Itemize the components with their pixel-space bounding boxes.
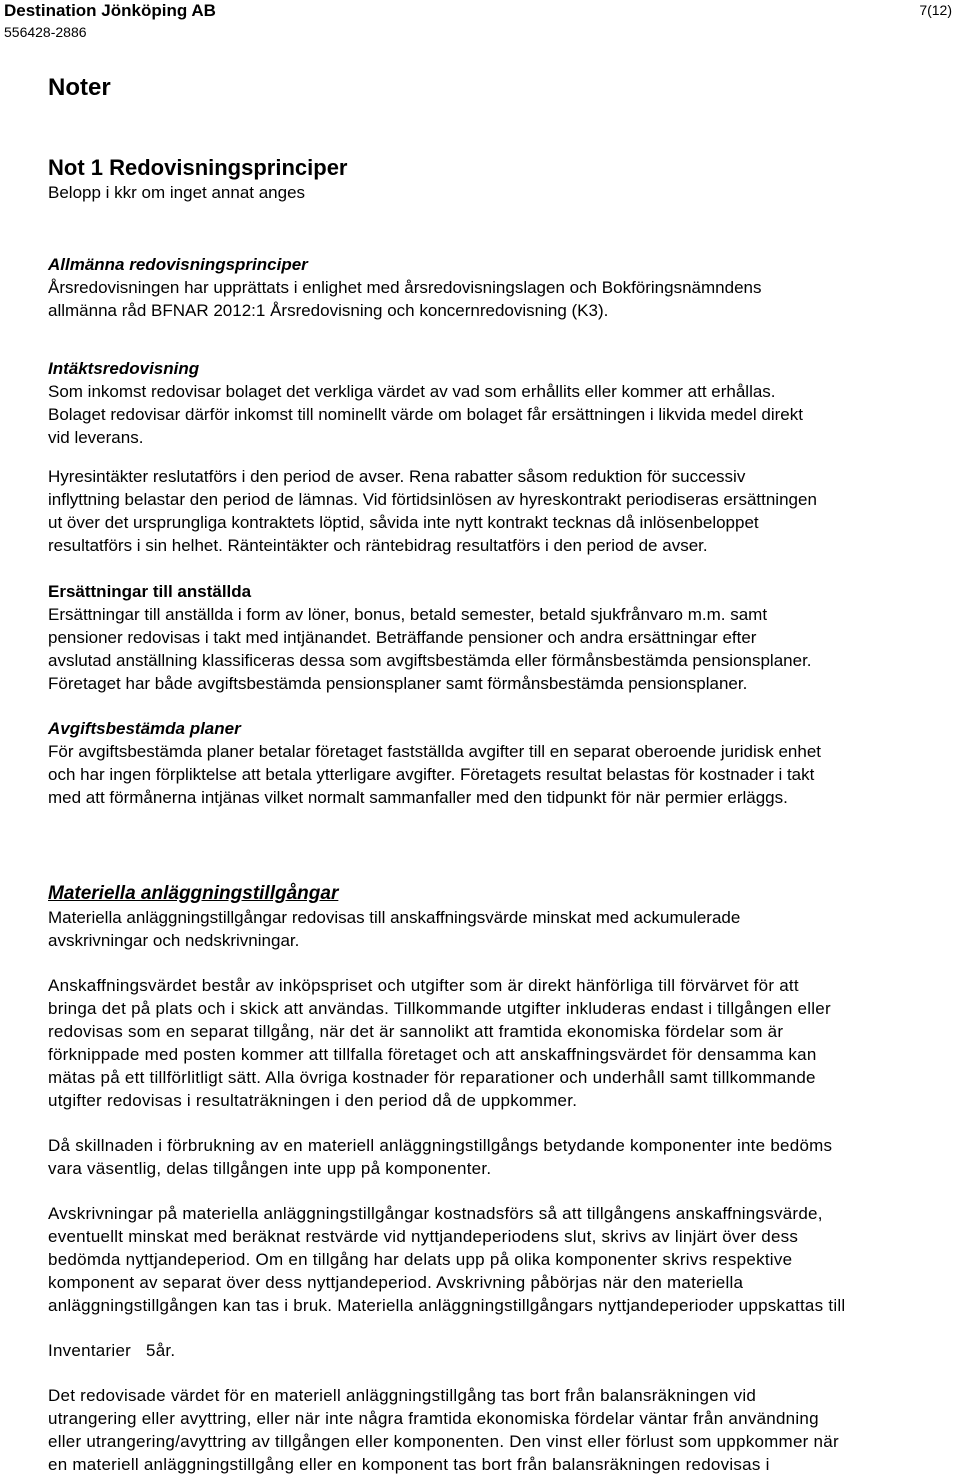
text-line: Årsredovisningen har upprättats i enlighet med årsredovisningslagen och Bokföringsnämndens <box>48 278 762 297</box>
text-line: vid leverans. <box>48 428 144 447</box>
section-heading: Allmänna redovisningsprinciper <box>48 255 308 274</box>
text-line: Då skillnaden i förbrukning av en materiell anläggningstillgångs betydande komponenter inte bedöms <box>48 1136 833 1155</box>
text-line: en materiell anläggningstillgång eller en komponent tas bort från balansräkningen redovisas i <box>48 1455 770 1474</box>
text-line: pensioner redovisas i takt med intjänandet. Beträffande pensioner och andra ersättningar efter <box>48 628 757 647</box>
note-title: Not 1 Redovisningsprinciper <box>48 155 348 180</box>
document-body <box>48 72 960 1476</box>
section-intakt <box>48 357 960 557</box>
text-line: mätas på ett tillförlitligt sätt. Alla övriga kostnader för reparationer och underhåll samt tillkommande <box>48 1068 816 1087</box>
org-number: 556428-2886 <box>4 24 87 40</box>
text-line: Ersättningar till anställda i form av löner, bonus, betald semester, betald sjukfrånvaro m.m. samt <box>48 605 768 624</box>
text-line: ut över det ursprungliga kontraktets löptid, såvida inte nytt kontrakt tecknas då inlösenbeloppet <box>48 513 759 532</box>
text-line: eller utrangering/avyttring av tillgången eller komponenten. Den vinst eller förlust som uppkommer när <box>48 1432 839 1451</box>
text-line: bringa det på plats och i skick att användas. Tillkommande utgifter inkluderas endast i tillgången eller <box>48 999 831 1018</box>
text-line: utgifter redovisas i resultaträkningen i den period då de uppkommer. <box>48 1091 578 1110</box>
section-allmanna <box>48 253 960 322</box>
text-line: redovisas som en separat tillgång, när det är sannolikt att framtida ekonomiska fördelar som är <box>48 1022 784 1041</box>
text-line: Anskaffningsvärdet består av inköpspriset och utgifter som är direkt hänförliga till förvärvet för att <box>48 976 799 995</box>
text-line: vara väsentlig, delas tillgången inte upp på komponenter. <box>48 1159 492 1178</box>
section-heading: Ersättningar till anställda <box>48 582 252 601</box>
text-line: eventuellt minskat med beräknat restvärde vid nyttjandeperiodens slut, skrivs av linjärt över dess <box>48 1227 799 1246</box>
text-line: bedömda nyttjandeperiod. Om en tillgång har delats upp på olika komponenter skrivs respektive <box>48 1250 793 1269</box>
text-line: inflyttning belastar den period de lämnas. Vid förtidsinlösen av hyreskontrakt periodiseras ersättningen <box>48 490 817 509</box>
note-subtitle: Belopp i kkr om inget annat anges <box>48 183 306 202</box>
section-ersattningar <box>48 580 960 695</box>
text-line: utrangering eller avyttring, eller när inte några framtida ekonomiska fördelar väntar från användning <box>48 1409 819 1428</box>
text-line: komponent av separat över dess nyttjandeperiod. Avskrivning påbörjas när den materiella <box>48 1273 744 1292</box>
inventarier-line: Inventarier 5år. <box>48 1341 176 1360</box>
text-line: avskrivningar och nedskrivningar. <box>48 931 300 950</box>
text-line: Som inkomst redovisar bolaget det verkliga värdet av vad som erhållits eller kommer att erhållas. <box>48 382 776 401</box>
text-line: För avgiftsbestämda planer betalar företaget fastställda avgifter till en separat oberoende juridisk enhet <box>48 742 822 761</box>
section-heading: Materiella anläggningstillgångar <box>48 883 339 904</box>
text-line: Materiella anläggningstillgångar redovisas till anskaffningsvärde minskat med ackumulerade <box>48 908 741 927</box>
text-line: Företaget har både avgiftsbestämda pensionsplaner samt förmånsbestämda pensionsplaner. <box>48 674 748 693</box>
section-materiella <box>48 882 960 1476</box>
section-heading: Avgiftsbestämda planer <box>48 719 241 738</box>
section-heading: Intäktsredovisning <box>48 359 200 378</box>
text-line: Det redovisade värdet för en materiell anläggningstillgång tas bort från balansräkningen vid <box>48 1386 757 1405</box>
section-avgift <box>48 717 960 809</box>
text-line: resultatförs i sin helhet. Ränteintäkter och räntebidrag resultatförs i den period de avser. <box>48 536 708 555</box>
text-line: avslutad anställning klassificeras dessa som avgiftsbestämda eller förmånsbestämda pensionsplaner. <box>48 651 812 670</box>
company-name: Destination Jönköping AB <box>4 1 216 20</box>
text-line: anläggningstillgången kan tas i bruk. Materiella anläggningstillgångars nyttjandeperioder uppskattas till <box>48 1296 846 1315</box>
text-line: och har ingen förpliktelse att betala ytterligare avgifter. Företagets resultat belastas för kostnader i takt <box>48 765 815 784</box>
text-line: med att förmånerna intjänas vilket normalt sammanfaller med den tidpunkt för när permier erläggs. <box>48 788 788 807</box>
text-line: allmänna råd BFNAR 2012:1 Årsredovisning och koncernredovisning (K3). <box>48 301 609 320</box>
text-line: Bolaget redovisar därför inkomst till nominellt värde om bolaget får ersättningen i likvida medel direkt <box>48 405 803 424</box>
page-number: 7(12) <box>919 2 952 18</box>
text-line: Avskrivningar på materiella anläggningstillgångar kostnadsförs så att tillgångens anskaffningsvärde, <box>48 1204 823 1223</box>
text-line: förknippade med posten kommer att tillfalla företaget och att anskaffningsvärdet för densamma kan <box>48 1045 817 1064</box>
text-line: Hyresintäkter reslutatförs i den period de avser. Rena rabatter såsom reduktion för successiv <box>48 467 746 486</box>
page-title: Noter <box>48 74 111 101</box>
